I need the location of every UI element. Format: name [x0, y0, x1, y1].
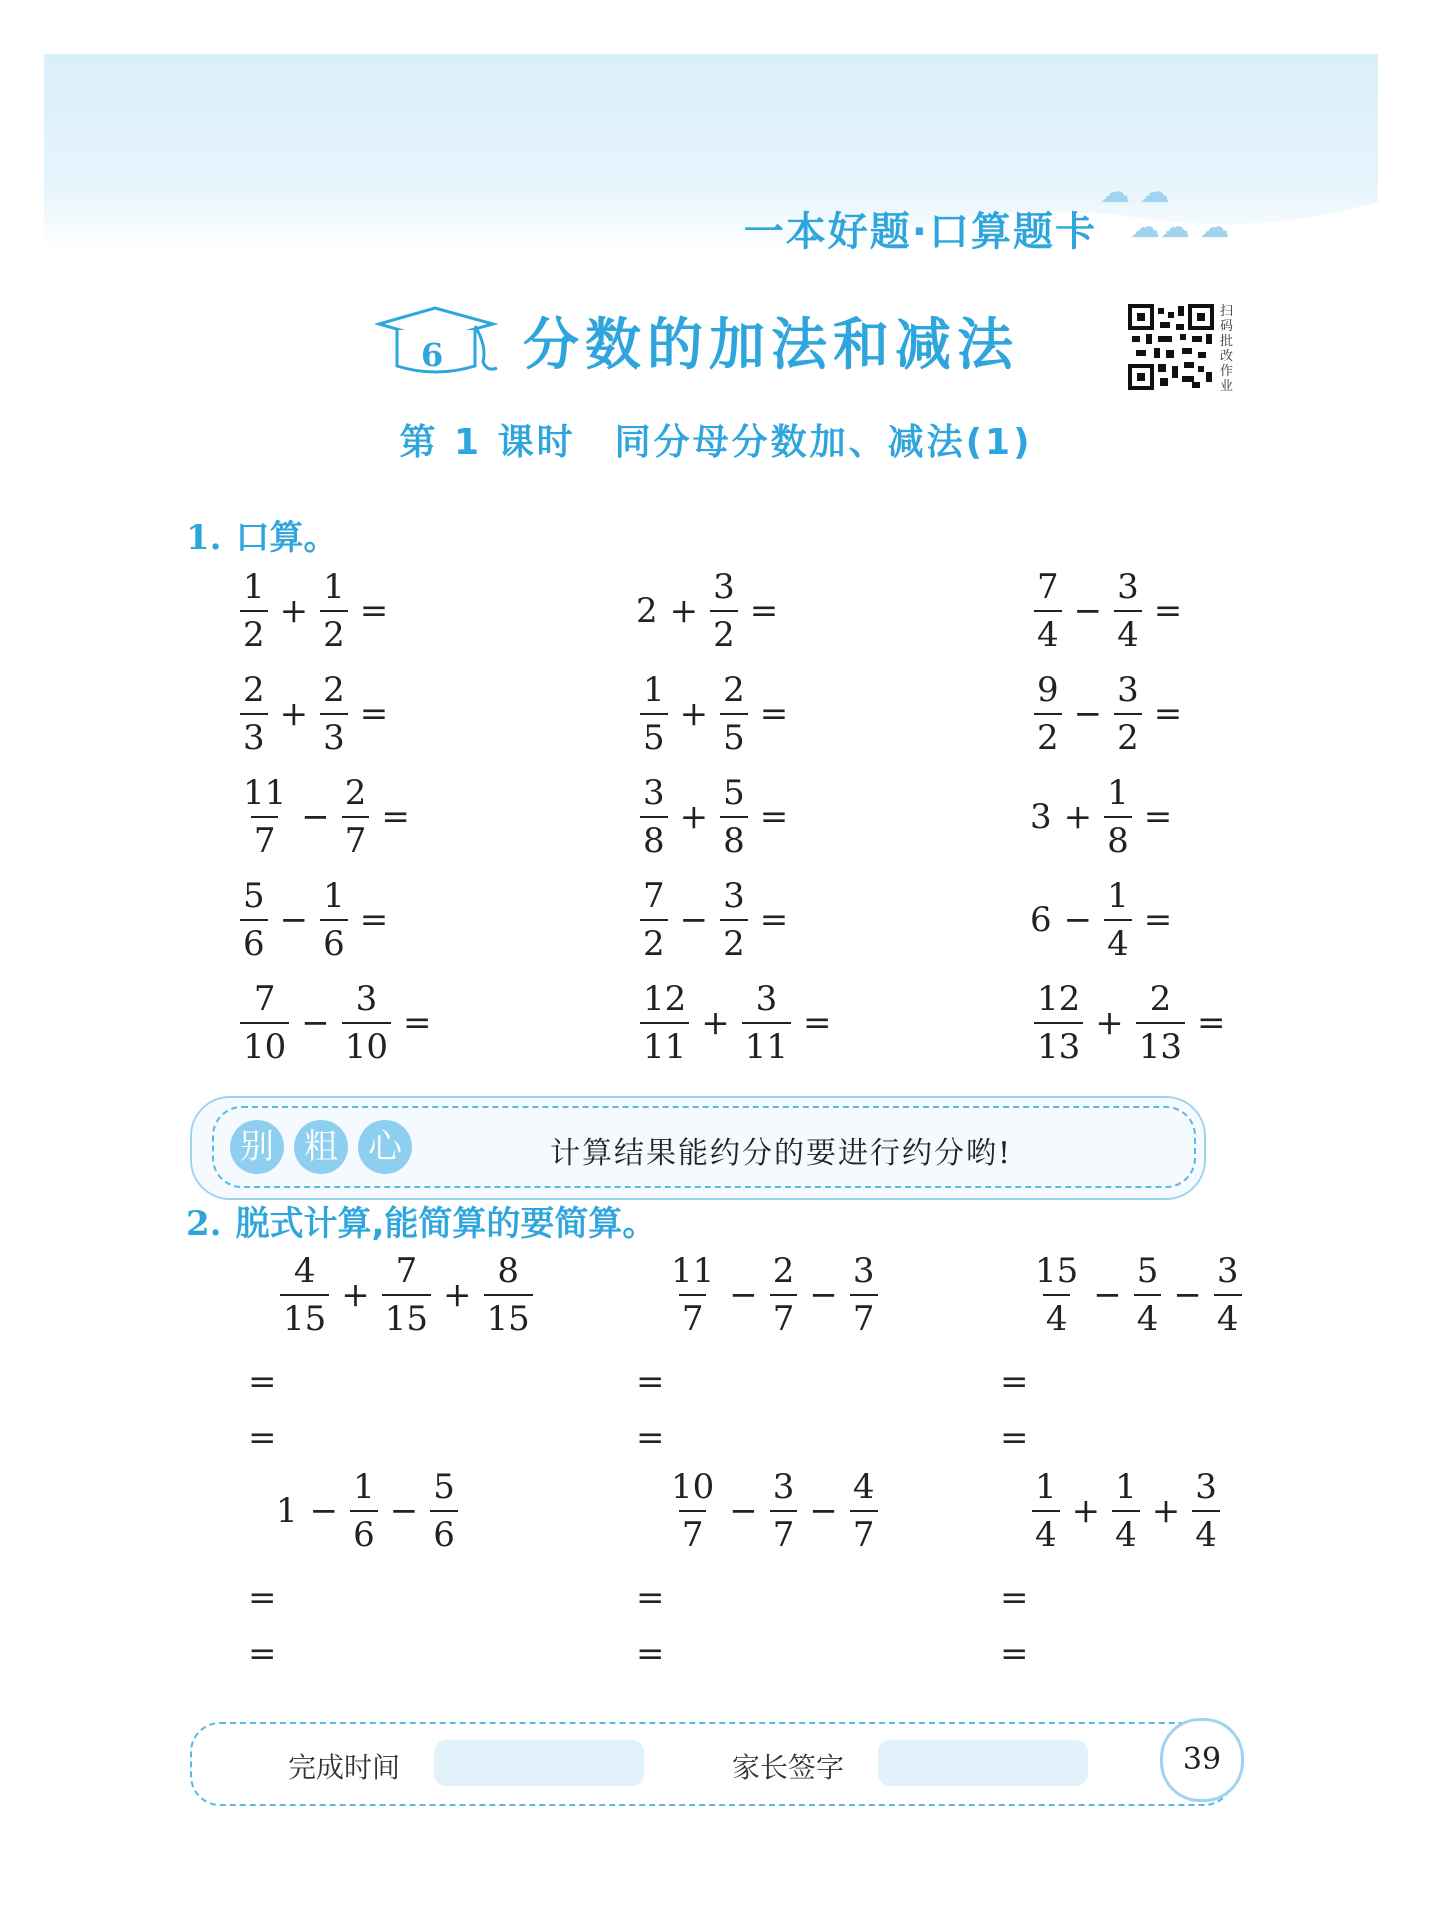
fraction	[640, 979, 689, 1067]
brand-title: 一本好题·口算题卡	[743, 209, 1097, 255]
operator: −	[729, 1275, 758, 1315]
numerator: 3	[643, 773, 665, 813]
operator: −	[301, 797, 330, 837]
section2-heading	[186, 1196, 656, 1245]
numerator: 4	[293, 1251, 316, 1291]
fraction	[1104, 876, 1132, 964]
qr-caption: 扫码批改作业	[1220, 304, 1234, 394]
fraction	[720, 773, 748, 861]
section1-heading	[186, 510, 338, 559]
numerator: 5	[723, 773, 745, 813]
denominator: 4	[1192, 1510, 1220, 1552]
denominator: 7	[679, 1294, 707, 1336]
operator: −	[1173, 1275, 1202, 1315]
numerator: 15	[1035, 1251, 1079, 1291]
numerator: 7	[1037, 567, 1059, 607]
operator: −	[301, 1003, 330, 1043]
operator: +	[679, 797, 709, 837]
fraction	[1112, 1467, 1140, 1555]
fraction	[1034, 670, 1062, 758]
operator: −	[809, 1275, 838, 1315]
stepwise-problem	[664, 1251, 882, 1339]
oral-calc-item	[236, 979, 440, 1067]
operator: −	[1073, 591, 1103, 631]
oral-calc-item	[1030, 670, 1190, 758]
numerator: 4	[852, 1467, 875, 1507]
fraction	[320, 567, 348, 655]
numerator: 2	[344, 773, 367, 813]
denominator: 6	[350, 1510, 378, 1552]
numerator: 1	[1107, 773, 1129, 813]
tip-badge: 别	[230, 1120, 284, 1174]
denominator: 7	[342, 816, 370, 858]
fraction	[430, 1467, 458, 1555]
cloud-icon: ☁☁ ☁	[1130, 210, 1230, 245]
numerator: 1	[1115, 1467, 1137, 1507]
completion-time-field[interactable]	[434, 1740, 644, 1786]
operator: −	[1093, 1275, 1122, 1315]
fraction	[484, 1251, 533, 1339]
denominator: 4	[1214, 1294, 1242, 1336]
numerator: 12	[643, 979, 687, 1019]
denominator: 4	[1114, 610, 1142, 652]
numerator: 3	[1117, 567, 1139, 607]
numerator: 3	[1117, 670, 1139, 710]
fraction	[1214, 1251, 1242, 1339]
chapter-title: 分数的加法和减法	[523, 313, 1019, 378]
denominator: 6	[320, 919, 348, 961]
oral-calc-item	[1030, 567, 1190, 655]
fraction	[1114, 670, 1142, 758]
numerator: 7	[253, 979, 276, 1019]
operator: +	[341, 1275, 370, 1315]
denominator: 2	[1034, 713, 1062, 755]
numerator: 1	[1035, 1467, 1057, 1507]
numerator: 2	[323, 670, 345, 710]
numerator: 7	[395, 1251, 418, 1291]
fraction	[1136, 979, 1185, 1067]
operator: −	[809, 1491, 838, 1531]
denominator: 7	[770, 1294, 798, 1336]
operator: −	[309, 1491, 339, 1531]
lesson-title: 第 1 课时 同分母分数加、减法(1)	[399, 422, 1033, 463]
fraction	[710, 567, 738, 655]
denominator: 4	[1034, 610, 1062, 652]
equals-sign: =	[759, 694, 789, 734]
answer-line-equals: =	[248, 1578, 277, 1618]
operator: +	[701, 1003, 730, 1043]
numerator: 2	[723, 670, 745, 710]
answer-line-equals: =	[636, 1418, 665, 1458]
operator: +	[1095, 1003, 1124, 1043]
numerator: 3	[1216, 1251, 1239, 1291]
denominator: 7	[850, 1510, 878, 1552]
numerator: 3	[713, 567, 735, 607]
denominator: 11	[640, 1022, 689, 1064]
operator: +	[443, 1275, 472, 1315]
denominator: 13	[1034, 1022, 1083, 1064]
stepwise-problem	[1028, 1251, 1246, 1339]
fraction	[350, 1467, 378, 1555]
chapter-heading	[375, 296, 1019, 386]
answer-line-equals: =	[1000, 1362, 1029, 1402]
denominator: 15	[484, 1294, 533, 1336]
tip-badges	[230, 1120, 422, 1174]
equals-sign: =	[1197, 1003, 1226, 1043]
numerator: 5	[243, 876, 265, 916]
stepwise-problem	[276, 1467, 462, 1555]
equals-sign: =	[759, 797, 789, 837]
fraction	[382, 1251, 431, 1339]
numerator: 5	[1136, 1251, 1159, 1291]
denominator: 7	[770, 1510, 798, 1552]
fraction	[1032, 1467, 1060, 1555]
fraction	[1034, 567, 1062, 655]
whole-number: 3	[1030, 797, 1052, 837]
numerator: 1	[353, 1467, 375, 1507]
equals-sign: =	[359, 694, 389, 734]
equals-sign: =	[1153, 591, 1183, 631]
numerator: 1	[643, 670, 665, 710]
equals-sign: =	[759, 900, 789, 940]
fraction	[240, 567, 268, 655]
fraction	[720, 670, 748, 758]
denominator: 7	[251, 816, 279, 858]
fraction	[240, 979, 289, 1067]
denominator: 13	[1136, 1022, 1185, 1064]
operator: −	[1063, 900, 1093, 940]
completion-time-label: 完成时间	[288, 1751, 401, 1784]
equals-sign: =	[403, 1003, 432, 1043]
fraction	[742, 979, 791, 1067]
operator: +	[679, 694, 709, 734]
answer-line-equals: =	[636, 1362, 665, 1402]
fraction	[640, 876, 668, 964]
fraction	[850, 1467, 878, 1555]
fraction	[850, 1251, 878, 1339]
denominator: 8	[640, 816, 668, 858]
numerator: 1	[1107, 876, 1129, 916]
denominator: 4	[1043, 1294, 1071, 1336]
numerator: 1	[323, 567, 345, 607]
oral-calc-item	[636, 567, 786, 655]
oral-calc-item	[1030, 876, 1180, 964]
fraction	[640, 773, 668, 861]
denominator: 7	[850, 1294, 878, 1336]
whole-number: 2	[636, 591, 658, 631]
denominator: 2	[1114, 713, 1142, 755]
fraction	[240, 670, 268, 758]
operator: +	[279, 694, 309, 734]
numerator: 2	[1149, 979, 1172, 1019]
oral-calc-item	[636, 670, 796, 758]
tip-badge: 心	[358, 1120, 412, 1174]
fraction	[320, 670, 348, 758]
answer-line-equals: =	[248, 1362, 277, 1402]
fraction	[1104, 773, 1132, 861]
oral-calc-item	[236, 567, 396, 655]
fraction	[640, 670, 668, 758]
denominator: 8	[1104, 816, 1132, 858]
numerator: 9	[1037, 670, 1059, 710]
denominator: 2	[640, 919, 668, 961]
denominator: 8	[720, 816, 748, 858]
oral-calc-item	[236, 670, 396, 758]
numerator: 12	[1037, 979, 1081, 1019]
numerator: 3	[355, 979, 378, 1019]
cloud-icon: ☁ ☁	[1100, 175, 1170, 210]
denominator: 3	[320, 713, 348, 755]
oral-calc-item	[236, 773, 418, 861]
fraction	[320, 876, 348, 964]
answer-line-equals: =	[636, 1634, 665, 1674]
fraction	[1192, 1467, 1220, 1555]
oral-calc-item	[1030, 773, 1180, 861]
fraction	[240, 876, 268, 964]
fraction	[770, 1467, 798, 1555]
answer-line-equals: =	[248, 1634, 277, 1674]
parent-signature-label: 家长签字	[732, 1751, 845, 1784]
fraction	[1114, 567, 1142, 655]
numerator: 7	[643, 876, 665, 916]
denominator: 2	[710, 610, 738, 652]
denominator: 4	[1032, 1510, 1060, 1552]
stepwise-problem	[1028, 1467, 1224, 1555]
denominator: 2	[720, 919, 748, 961]
answer-line-equals: =	[636, 1578, 665, 1618]
fraction	[342, 773, 370, 861]
answer-line-equals: =	[1000, 1418, 1029, 1458]
numerator: 1	[243, 567, 265, 607]
denominator: 6	[430, 1510, 458, 1552]
fraction	[240, 773, 289, 861]
whole-number: 1	[276, 1491, 298, 1531]
fraction	[1034, 979, 1083, 1067]
numerator: 3	[772, 1467, 795, 1507]
numerator: 2	[772, 1251, 795, 1291]
operator: −	[729, 1491, 758, 1531]
oral-calc-item	[636, 876, 796, 964]
denominator: 3	[240, 713, 268, 755]
graduation-cap-icon	[375, 296, 505, 386]
tip-badge: 粗	[294, 1120, 348, 1174]
denominator: 5	[720, 713, 748, 755]
answer-line-equals: =	[1000, 1634, 1029, 1674]
oral-calc-item	[636, 979, 840, 1067]
equals-sign: =	[359, 591, 389, 631]
denominator: 11	[742, 1022, 791, 1064]
denominator: 10	[342, 1022, 391, 1064]
numerator: 3	[1195, 1467, 1217, 1507]
fraction	[1032, 1251, 1081, 1339]
fraction	[280, 1251, 329, 1339]
numerator: 3	[755, 979, 778, 1019]
denominator: 15	[280, 1294, 329, 1336]
section1-number: 1.	[186, 518, 222, 558]
parent-signature-field[interactable]	[878, 1740, 1088, 1786]
numerator: 11	[671, 1251, 715, 1291]
fraction	[720, 876, 748, 964]
section2-title: 脱式计算,能简算的要简算。	[235, 1204, 657, 1244]
numerator: 2	[243, 670, 265, 710]
whole-number: 6	[1030, 900, 1052, 940]
denominator: 7	[679, 1510, 707, 1552]
operator: +	[1071, 1491, 1101, 1531]
denominator: 4	[1134, 1294, 1162, 1336]
denominator: 6	[240, 919, 268, 961]
operator: −	[279, 900, 309, 940]
operator: +	[279, 591, 309, 631]
numerator: 10	[671, 1467, 715, 1507]
numerator: 1	[323, 876, 345, 916]
equals-sign: =	[381, 797, 410, 837]
operator: +	[669, 591, 699, 631]
tip-text: 计算结果能约分的要进行约分哟!	[550, 1136, 1013, 1171]
operator: +	[1063, 797, 1093, 837]
equals-sign: =	[803, 1003, 832, 1043]
answer-line-equals: =	[1000, 1578, 1029, 1618]
oral-calc-item	[1030, 979, 1234, 1067]
section2-number: 2.	[186, 1204, 222, 1244]
section1-title: 口算。	[235, 518, 338, 558]
equals-sign: =	[749, 591, 779, 631]
numerator: 8	[497, 1251, 519, 1291]
denominator: 4	[1112, 1510, 1140, 1552]
numerator: 5	[433, 1467, 455, 1507]
stepwise-problem	[664, 1467, 882, 1555]
numerator: 11	[243, 773, 287, 813]
fraction	[1134, 1251, 1162, 1339]
qr-code[interactable]	[1128, 304, 1214, 390]
denominator: 2	[240, 610, 268, 652]
equals-sign: =	[1153, 694, 1183, 734]
denominator: 4	[1104, 919, 1132, 961]
oral-calc-item	[636, 773, 796, 861]
denominator: 5	[640, 713, 668, 755]
denominator: 2	[320, 610, 348, 652]
denominator: 10	[240, 1022, 289, 1064]
stepwise-problem	[276, 1251, 537, 1339]
fraction	[342, 979, 391, 1067]
oral-calc-item	[236, 876, 396, 964]
denominator: 15	[382, 1294, 431, 1336]
answer-line-equals: =	[248, 1418, 277, 1458]
chapter-number: 6	[421, 336, 444, 374]
operator: −	[1073, 694, 1103, 734]
fraction	[770, 1251, 798, 1339]
equals-sign: =	[1143, 797, 1173, 837]
operator: +	[1151, 1491, 1181, 1531]
fraction	[668, 1251, 717, 1339]
page-number: 39	[1160, 1718, 1244, 1802]
operator: −	[679, 900, 709, 940]
equals-sign: =	[1143, 900, 1173, 940]
operator: −	[389, 1491, 419, 1531]
equals-sign: =	[359, 900, 389, 940]
numerator: 3	[723, 876, 745, 916]
fraction	[668, 1467, 717, 1555]
numerator: 3	[852, 1251, 875, 1291]
